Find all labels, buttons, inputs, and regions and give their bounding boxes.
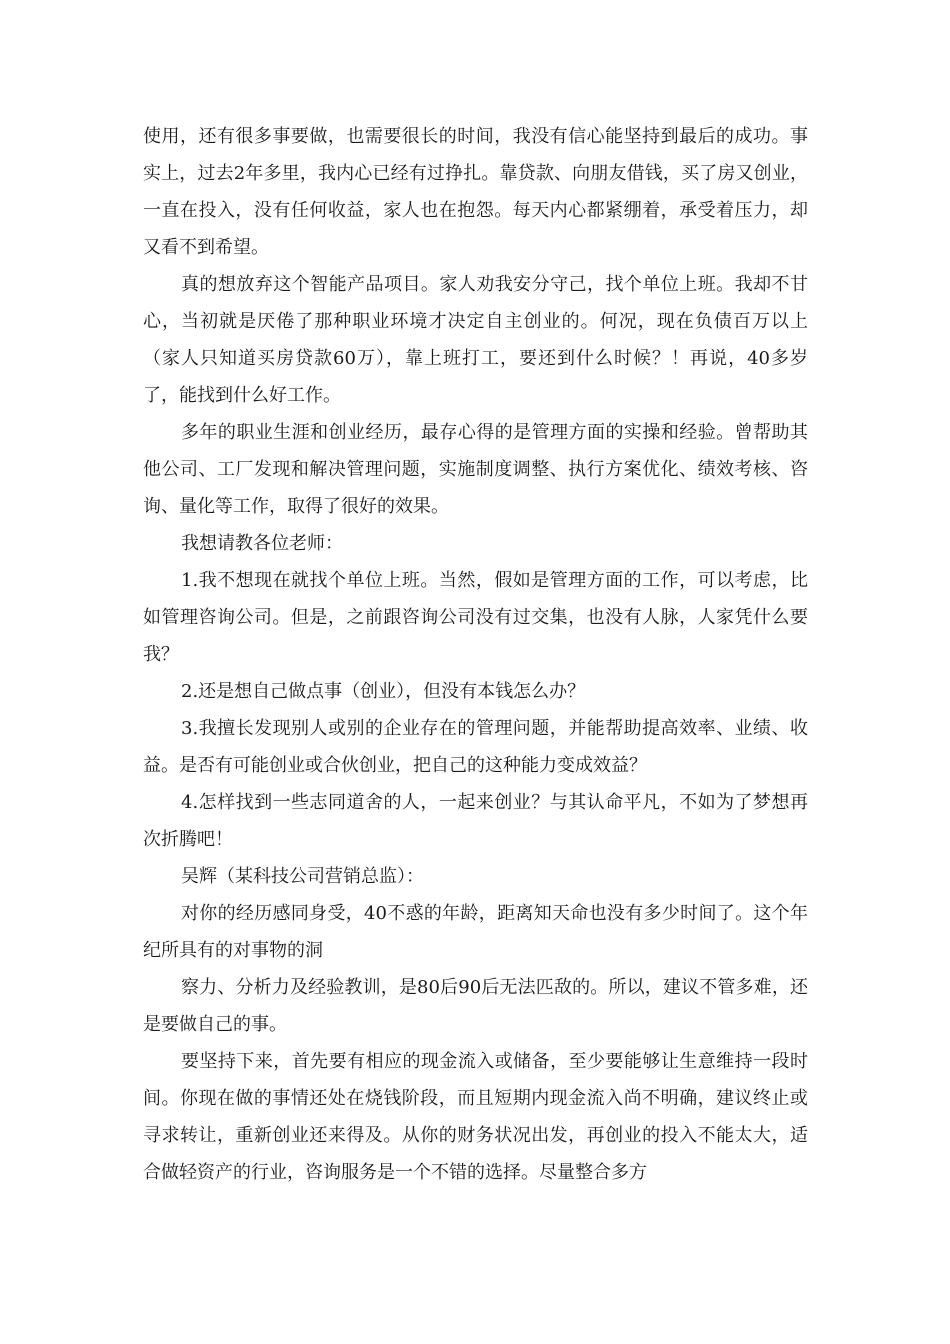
paragraph-10: 对你的经历感同身受，40不惑的年龄，距离知天命也没有多少时间了。这个年纪所具有的对事物的洞 bbox=[143, 903, 808, 961]
paragraph-2: 真的想放弃这个智能产品项目。家人劝我安分守己，找个单位上班。我却不甘心，当初就是厌倦了那种职业环境才决定自主创业的。何况，现在负债百万以上（家人只知道买房贷款60万），靠上班打工，要还到什么时候？！再说，40多岁了，能找到什么好工作。 bbox=[143, 274, 808, 406]
document-body bbox=[143, 118, 808, 1191]
question-4: 4.怎样找到一些志同道舍的人，一起来创业？与其认命平凡，不如为了梦想再次折腾吧！ bbox=[143, 792, 808, 850]
paragraph-4: 我想请教各位老师： bbox=[181, 533, 343, 554]
question-1: 1.我不想现在就找个单位上班。当然，假如是管理方面的工作，可以考虑，比如管理咨询公司。但是，之前跟咨询公司没有过交集，也没有人脉，人家凭什么要我？ bbox=[143, 570, 808, 665]
question-3: 3.我擅长发现别人或别的企业存在的管理问题，并能帮助提高效率、业绩、收益。是否有可能创业或合伙创业，把自己的这种能力变成效益？ bbox=[143, 718, 808, 776]
paragraph-11: 察力、分析力及经验教训，是80后90后无法匹敌的。所以，建议不管多难，还是要做自己的事。 bbox=[143, 977, 808, 1035]
paragraph-3: 多年的职业生涯和创业经历，最存心得的是管理方面的实操和经验。曾帮助其他公司、工厂发现和解决管理问题，实施制度调整、执行方案优化、绩效考核、咨询、量化等工作，取得了很好的效果。 bbox=[143, 422, 808, 517]
respondent-heading: 吴辉（某科技公司营销总监）： bbox=[181, 866, 424, 887]
paragraph-1: 使用，还有很多事要做，也需要很长的时间，我没有信心能坚持到最后的成功。事实上，过去2年多里，我内心已经有过挣扎。靠贷款、向朋友借钱，买了房又创业，一直在投入，没有任何收益，家人也在抱怨。每天内心都紧绷着，承受着压力，却又看不到希望。 bbox=[143, 126, 808, 258]
question-2: 2.还是想自己做点事（创业），但没有本钱怎么办？ bbox=[181, 681, 586, 702]
paragraph-12: 要坚持下来，首先要有相应的现金流入或储备，至少要能够让生意维持一段时间。你现在做的事情还处在烧钱阶段，而且短期内现金流入尚不明确，建议终止或寻求转让，重新创业还来得及。从你的财务状况出发，再创业的投入不能太大，适合做轻资产的行业，咨询服务是一个不错的选择。尽量整合多方 bbox=[143, 1051, 808, 1183]
